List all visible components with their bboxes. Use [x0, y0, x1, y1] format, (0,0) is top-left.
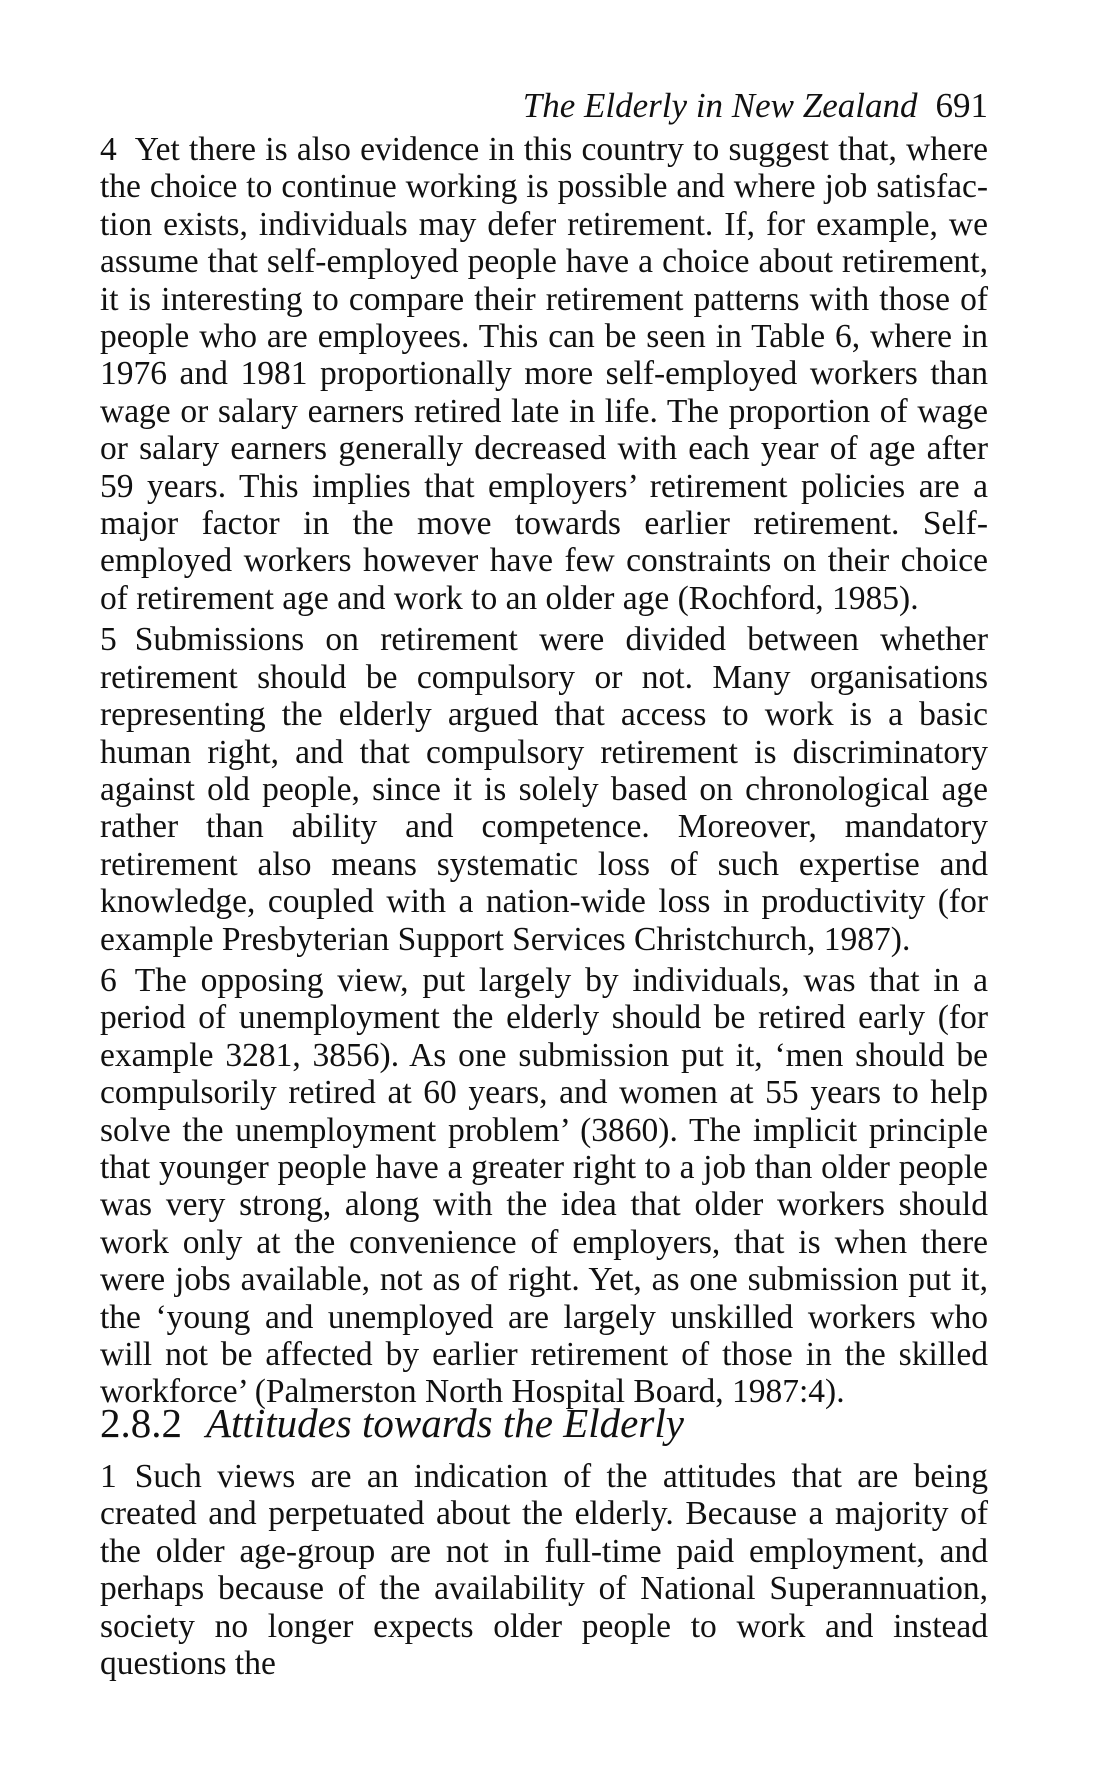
- running-title: The Elderly in New Zealand: [522, 86, 918, 125]
- section-title: Attitudes towards the Elderly: [206, 1400, 684, 1446]
- paragraph-5: [100, 621, 988, 958]
- paragraph-text: Yet there is also evidence in this country to suggest that, where the choice to continue working is possible and where job satisfaction exists, individuals may defer retirement. If, for example, we assume that self-employed people have a choice about retirement, it is interesting to compare their retirement patterns with those of people who are employees. This can be seen in Table 6, where in 1976 and 1981 proportionally more self-employed workers than wage or salary earners retired late in life. The proportion of wage or salary earners generally decreased with each year of age after 59 years. This implies that employers’ retirement policies are a major factor in the move towards earlier retirement. Self-employed workers however have few constraints on their choice of retirement age and work to an older age (Rochford, 1985).: [100, 131, 988, 617]
- section-paragraph-1: [100, 1458, 988, 1682]
- body-text-lower: [100, 1458, 988, 1682]
- section-number: 2.8.2: [100, 1400, 182, 1446]
- paragraph-text: Submissions on retirement were divided between whether retirement should be compulsory or not. Many organisations representing the elderly argued that access to work is a basic human right, and that compulsory retirement is discriminatory against old people, since it is solely based on chronological age rather than ability and competence. Moreover, mandatory retirement also means systematic loss of such expertise and knowledge, coupled with a nation-wide loss in productivity (for example Presbyterian Support Services Christchurch, 1987).: [100, 621, 988, 958]
- running-header: [523, 86, 988, 126]
- page-number: 691: [935, 86, 988, 125]
- paragraph-text: The opposing view, put largely by individuals, was that in a period of unemployment the elderly should be retired early (for example 3281, 3856). As one submission put it, ‘men should be compulsorily retired at 60 years, and women at 55 years to help solve the unemployment problem’ (3860). The implicit principle that younger people have a greater right to a job than older people was very strong, along with the idea that older workers should work only at the convenience of employers, that is when there were jobs available, not as of right. Yet, as one submission put it, the ‘young and unemployed are largely unskilled workers who will not be affected by earlier retirement of those in the skilled workforce’ (Palmerston North Hospital Board, 1987:4).: [100, 961, 988, 1411]
- paragraph-6: [100, 962, 988, 1411]
- paragraph-number: 1: [100, 1458, 117, 1495]
- section-heading: [100, 1400, 684, 1446]
- paragraph-number: 4: [100, 131, 117, 168]
- paragraph-number: 6: [100, 961, 117, 999]
- paragraph-text: Such views are an indication of the attitudes that are being created and perpetuated about the elderly. Because a majority of the older age-group are not in full-time paid employment, and perhaps because of the availability of National Superannuation, society no longer expects older people to work and instead questions the: [100, 1458, 988, 1683]
- body-text-upper: [100, 131, 988, 1411]
- paragraph-4: [100, 131, 988, 617]
- paragraph-number: 5: [100, 621, 117, 659]
